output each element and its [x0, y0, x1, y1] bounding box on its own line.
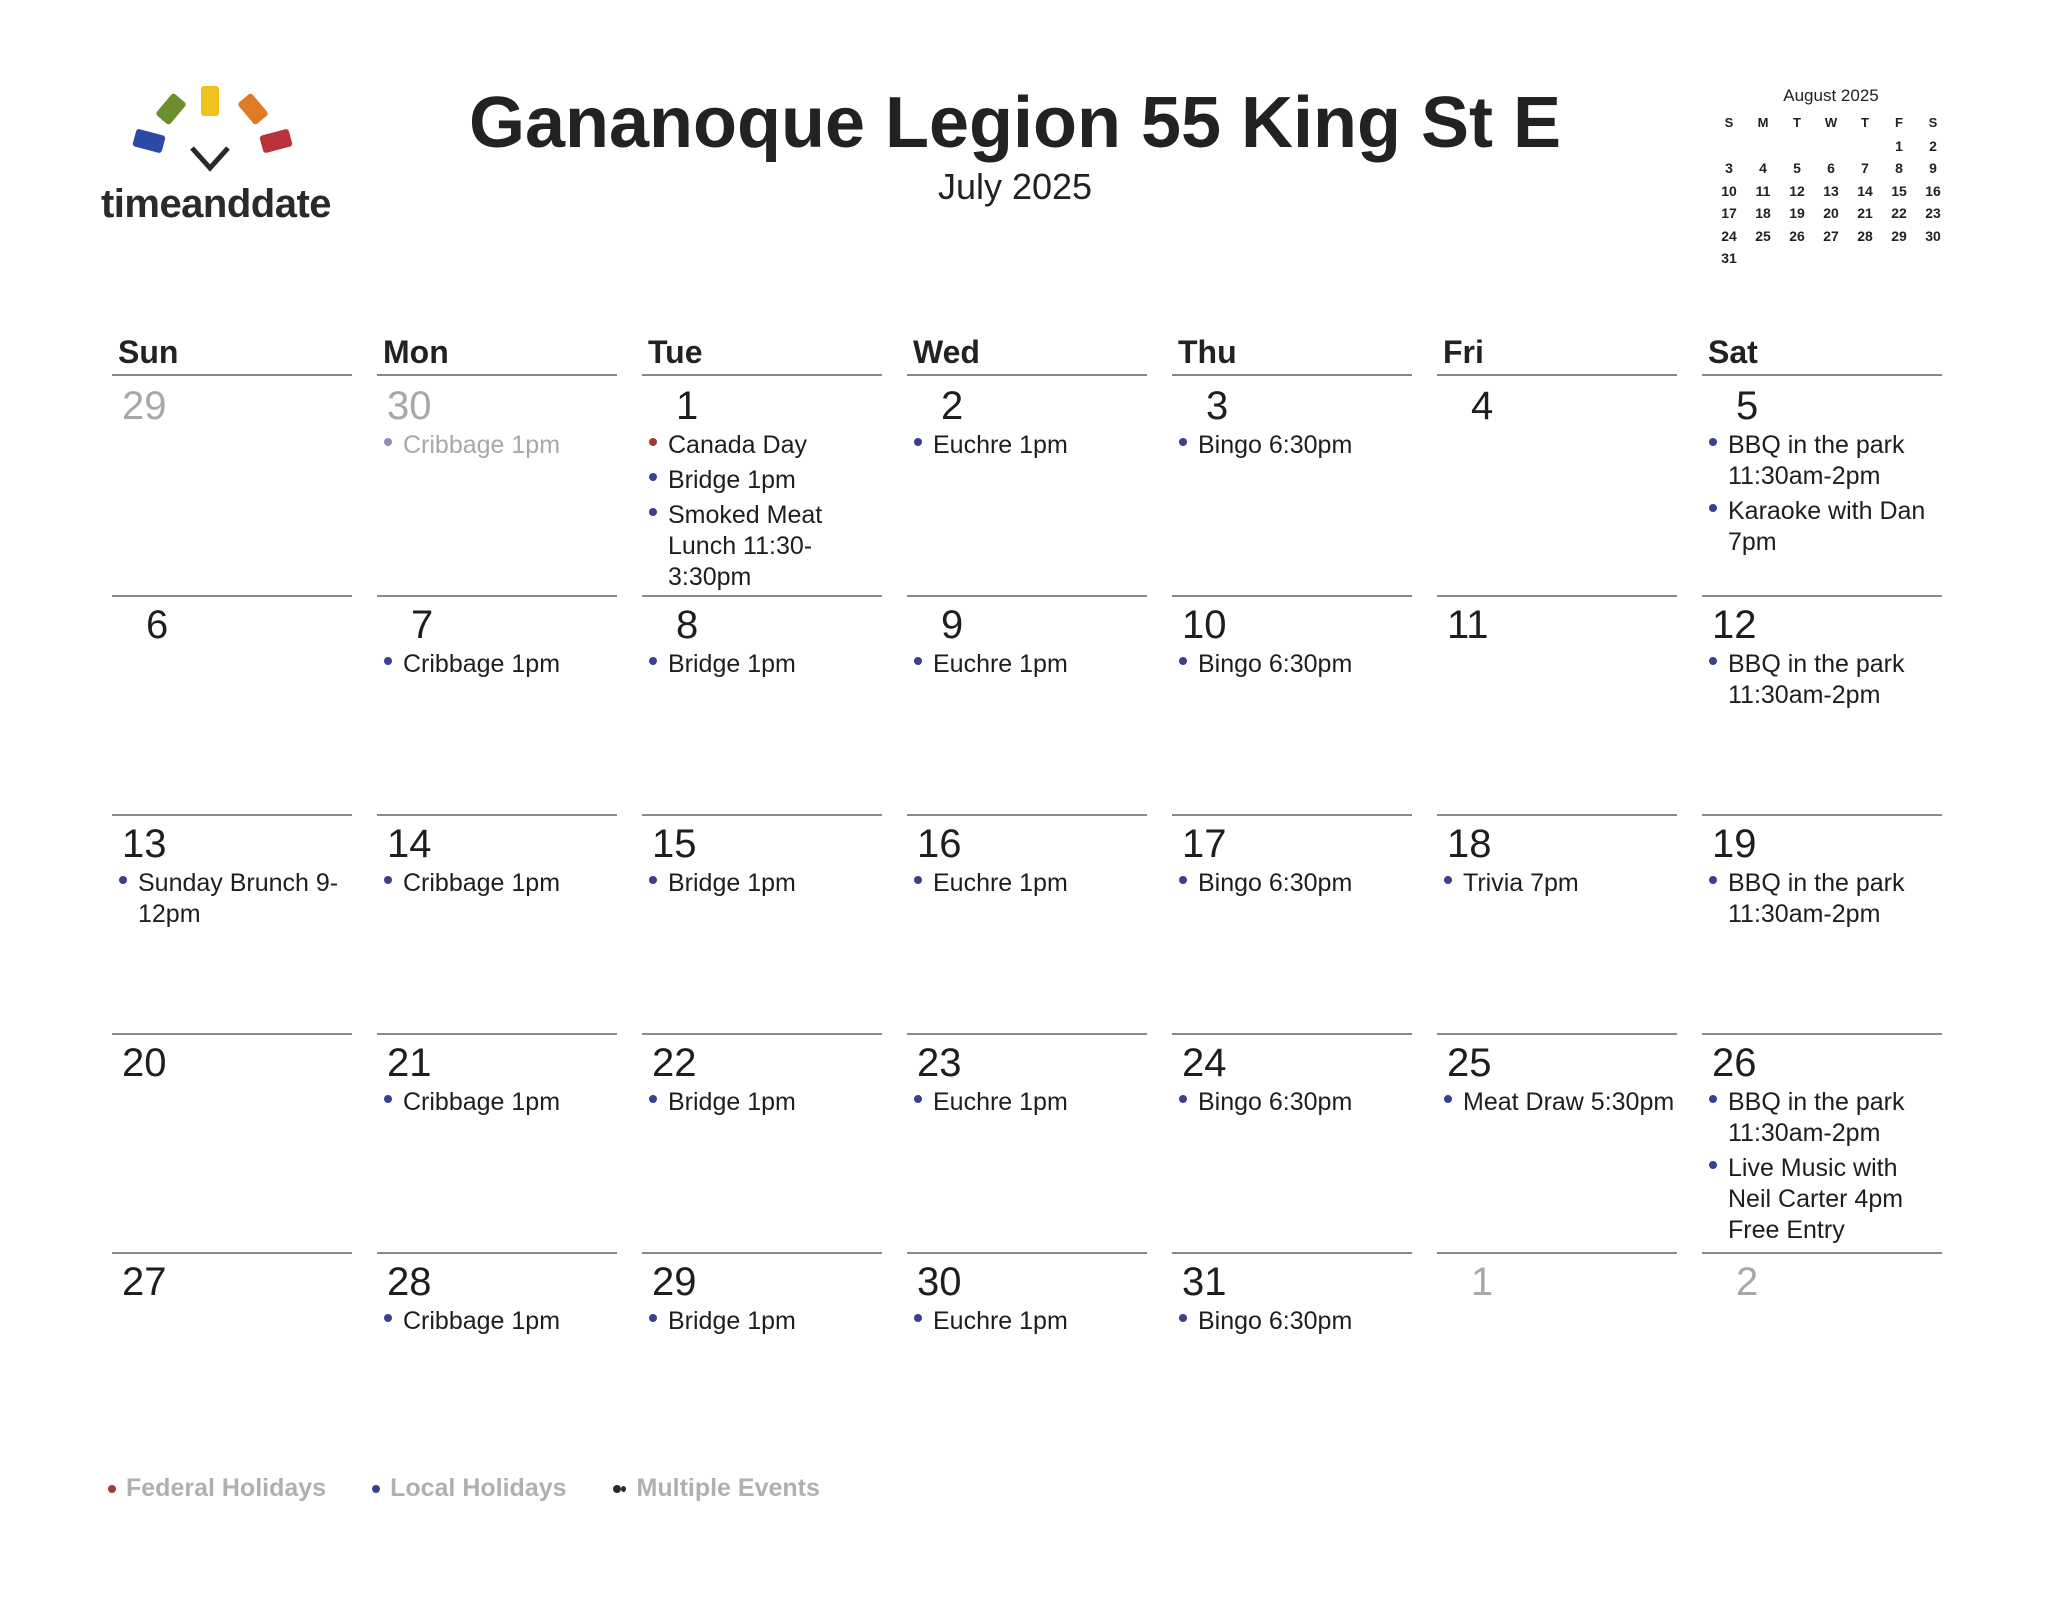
day-number: 23	[917, 1041, 962, 1085]
local-dot-icon	[914, 1095, 922, 1103]
mini-day: 17	[1721, 205, 1737, 221]
legend-multiple-label: Multiple Events	[636, 1474, 820, 1502]
event-list	[1708, 868, 1942, 934]
weekday-header-fri	[1437, 326, 1677, 376]
week-row	[112, 376, 1952, 595]
local-dot-icon	[1709, 657, 1717, 665]
weeks	[112, 376, 1952, 1471]
mini-day: 4	[1759, 160, 1767, 176]
day-cell[interactable]	[1702, 376, 1942, 595]
local-dot-icon	[1179, 657, 1187, 665]
day-cell[interactable]	[907, 814, 1147, 1033]
event-text: Meat Draw 5:30pm	[1463, 1088, 1675, 1116]
day-cell[interactable]	[112, 1033, 352, 1252]
mini-day: 19	[1789, 205, 1805, 221]
local-dot-icon	[649, 657, 657, 665]
mini-day: 27	[1823, 227, 1839, 244]
week-row	[112, 1252, 1952, 1471]
local-dot-icon	[1444, 876, 1452, 884]
local-dot-icon	[1709, 876, 1717, 884]
event-text: Bridge 1pm	[668, 869, 796, 897]
mini-day	[1848, 135, 1882, 158]
legend-multiple	[613, 1474, 820, 1503]
multiple-dot-secondary-icon	[621, 1486, 626, 1492]
mini-day: 7	[1861, 160, 1869, 176]
mini-day: 21	[1857, 205, 1873, 221]
mini-weekday-header: W	[1824, 115, 1838, 130]
event-text: Cribbage 1pm	[403, 650, 561, 678]
legend	[108, 1474, 866, 1503]
day-number: 30	[917, 1260, 962, 1304]
event-text: Bingo 6:30pm	[1198, 431, 1353, 459]
event-text: Bridge 1pm	[668, 1088, 796, 1116]
mini-weekday-header: S	[1928, 115, 1938, 130]
legend-federal	[108, 1474, 326, 1503]
event-text: Bridge 1pm	[668, 650, 796, 678]
timeanddate-logo-icon	[124, 82, 304, 182]
event-list	[383, 430, 617, 465]
mini-day: 1	[1895, 137, 1903, 154]
event-item[interactable]	[648, 1306, 882, 1337]
weekday-label: Tue	[648, 334, 703, 370]
day-number: 26	[1712, 1041, 1757, 1085]
event-text: Euchre 1pm	[933, 869, 1068, 897]
legend-local-label: Local Holidays	[390, 1474, 567, 1502]
day-number: 24	[1182, 1041, 1227, 1085]
day-cell[interactable]	[1702, 814, 1942, 1033]
day-number: 4	[1471, 384, 1494, 428]
mini-day: 26	[1789, 227, 1805, 244]
day-number: 1	[1471, 1260, 1494, 1304]
day-cell[interactable]	[907, 595, 1147, 814]
mini-day: 31	[1721, 250, 1737, 266]
event-item[interactable]	[383, 649, 617, 680]
legend-federal-label: Federal Holidays	[126, 1474, 327, 1502]
mini-day: 18	[1755, 205, 1771, 221]
event-item[interactable]	[1178, 1087, 1412, 1118]
event-text: Live Music with Neil Carter 4pm Free Entry	[1728, 1154, 1904, 1244]
weekday-header-row	[112, 326, 1952, 376]
event-item[interactable]	[913, 430, 1147, 461]
weekday-header-tue	[642, 326, 882, 376]
day-number: 2	[1736, 1260, 1759, 1304]
day-cell[interactable]	[377, 376, 617, 595]
event-text: Cribbage 1pm	[403, 1307, 561, 1335]
local-dot-icon	[649, 508, 657, 516]
event-item[interactable]	[1443, 868, 1677, 899]
day-number: 3	[1206, 384, 1229, 428]
day-cell[interactable]	[1702, 595, 1942, 814]
day-number: 17	[1182, 822, 1227, 866]
day-number: 29	[652, 1260, 697, 1304]
mini-day	[1746, 135, 1780, 158]
event-text: BBQ in the park 11:30am-2pm	[1728, 431, 1905, 490]
event-text: BBQ in the park 11:30am-2pm	[1728, 650, 1905, 709]
day-cell[interactable]	[377, 1033, 617, 1252]
local-dot-icon	[1179, 1314, 1187, 1322]
event-list	[118, 868, 352, 934]
mini-day	[1814, 135, 1848, 158]
day-cell[interactable]	[1437, 376, 1677, 595]
event-list	[648, 430, 882, 597]
event-list	[648, 1306, 882, 1341]
event-item[interactable]	[648, 1087, 882, 1118]
local-dot-icon	[649, 876, 657, 884]
day-number: 9	[941, 603, 964, 647]
local-dot-icon	[649, 473, 657, 481]
day-number: 12	[1712, 603, 1757, 647]
mini-day: 2	[1929, 137, 1937, 154]
local-dot-icon	[914, 438, 922, 446]
event-list	[1443, 1087, 1677, 1122]
mini-day	[1882, 247, 1916, 270]
event-text: Bingo 6:30pm	[1198, 1088, 1353, 1116]
mini-day	[1848, 247, 1882, 270]
mini-day: 11	[1755, 182, 1771, 199]
day-cell[interactable]	[1437, 1252, 1677, 1471]
day-cell[interactable]	[1437, 814, 1677, 1033]
weekday-label: Wed	[913, 334, 980, 370]
mini-day: 28	[1857, 227, 1873, 244]
day-cell[interactable]	[377, 1252, 617, 1471]
event-text: Cribbage 1pm	[403, 869, 561, 897]
weekday-header-wed	[907, 326, 1147, 376]
day-number: 7	[411, 603, 434, 647]
event-list	[383, 1306, 617, 1341]
event-list	[913, 649, 1147, 684]
day-number: 18	[1447, 822, 1492, 866]
day-cell[interactable]	[112, 376, 352, 595]
mini-day: 15	[1891, 182, 1907, 199]
day-number: 1	[676, 384, 699, 428]
event-text: Canada Day	[668, 431, 807, 459]
event-item[interactable]	[648, 430, 882, 461]
local-dot-icon	[1179, 876, 1187, 884]
mini-day	[1814, 247, 1848, 270]
local-dot-icon	[1444, 1095, 1452, 1103]
local-dot-icon	[649, 1314, 657, 1322]
local-dot-icon	[384, 1314, 392, 1322]
event-item[interactable]	[1178, 649, 1412, 680]
day-number: 16	[917, 822, 962, 866]
day-cell[interactable]	[1172, 1033, 1412, 1252]
event-item[interactable]	[1178, 430, 1412, 461]
event-item[interactable]	[913, 1306, 1147, 1337]
local-dot-icon	[384, 1095, 392, 1103]
weekday-label: Sun	[118, 334, 179, 370]
mini-calendar-grid	[1712, 112, 1950, 270]
day-cell[interactable]	[1172, 595, 1412, 814]
day-number: 13	[122, 822, 167, 866]
local-dot-icon	[384, 438, 392, 446]
event-text: Euchre 1pm	[933, 1307, 1068, 1335]
event-item[interactable]	[383, 868, 617, 899]
event-text: Cribbage 1pm	[403, 431, 561, 459]
month-grid	[112, 326, 1952, 1471]
event-list	[383, 1087, 617, 1122]
event-item[interactable]	[1178, 868, 1412, 899]
local-dot-icon	[384, 876, 392, 884]
mini-day	[1780, 247, 1814, 270]
event-item[interactable]	[648, 500, 882, 593]
event-list	[1178, 430, 1412, 465]
mini-day: 16	[1925, 182, 1941, 199]
day-cell[interactable]	[1702, 1033, 1942, 1252]
federal-dot-icon	[649, 438, 657, 446]
local-dot-icon	[372, 1485, 380, 1493]
mini-day: 20	[1823, 205, 1839, 221]
mini-weekday-header: M	[1757, 115, 1769, 130]
event-text: Sunday Brunch 9-12pm	[138, 869, 339, 928]
event-list	[1708, 430, 1942, 562]
mini-day	[1916, 247, 1950, 270]
logo	[96, 82, 336, 232]
day-cell[interactable]	[907, 1033, 1147, 1252]
event-list	[1178, 868, 1412, 903]
local-dot-icon	[1709, 438, 1717, 446]
mini-weekday-header: S	[1724, 115, 1734, 130]
weekday-label: Sat	[1708, 334, 1758, 370]
weekday-header-sat	[1702, 326, 1942, 376]
weekday-label: Mon	[383, 334, 449, 370]
mini-day	[1746, 247, 1780, 270]
page-title: Gananoque Legion 55 King St E	[468, 83, 1562, 163]
mini-day: 22	[1891, 205, 1907, 221]
event-list	[1178, 649, 1412, 684]
event-item[interactable]	[383, 1087, 617, 1118]
event-text: Karaoke with Dan 7pm	[1728, 497, 1926, 556]
mini-day: 9	[1929, 160, 1937, 176]
local-dot-icon	[914, 657, 922, 665]
day-number: 22	[652, 1041, 697, 1085]
mini-day: 30	[1925, 227, 1941, 244]
mini-calendar	[1712, 86, 1950, 270]
day-number: 11	[1447, 603, 1489, 647]
mini-day: 14	[1857, 182, 1873, 199]
event-text: Euchre 1pm	[933, 1088, 1068, 1116]
local-dot-icon	[914, 876, 922, 884]
day-number: 25	[1447, 1041, 1492, 1085]
day-cell[interactable]	[1437, 1033, 1677, 1252]
day-cell[interactable]	[1437, 595, 1677, 814]
mini-weekday-header: T	[1793, 115, 1801, 130]
mini-day: 23	[1925, 205, 1941, 221]
local-dot-icon	[1709, 1095, 1717, 1103]
day-number: 14	[387, 822, 432, 866]
event-list	[913, 1087, 1147, 1122]
event-text: Bridge 1pm	[668, 466, 796, 494]
event-text: Bingo 6:30pm	[1198, 1307, 1353, 1335]
day-cell[interactable]	[642, 1033, 882, 1252]
event-list	[648, 1087, 882, 1122]
day-number: 8	[676, 603, 699, 647]
event-list	[383, 868, 617, 903]
event-list	[383, 649, 617, 684]
day-cell[interactable]	[907, 376, 1147, 595]
day-cell[interactable]	[907, 1252, 1147, 1471]
day-cell[interactable]	[112, 1252, 352, 1471]
mini-day	[1780, 135, 1814, 158]
mini-day: 12	[1789, 182, 1805, 199]
day-cell[interactable]	[1172, 376, 1412, 595]
weekday-header-thu	[1172, 326, 1412, 376]
event-item[interactable]	[913, 868, 1147, 899]
day-number: 28	[387, 1260, 432, 1304]
day-number: 10	[1182, 603, 1227, 647]
event-item[interactable]	[648, 868, 882, 899]
day-cell[interactable]	[642, 376, 882, 595]
day-cell[interactable]	[1702, 1252, 1942, 1471]
weekday-label: Thu	[1178, 334, 1237, 370]
local-dot-icon	[384, 657, 392, 665]
day-cell[interactable]	[377, 595, 617, 814]
event-item[interactable]	[118, 868, 352, 930]
local-dot-icon	[119, 876, 127, 884]
local-dot-icon	[649, 1095, 657, 1103]
event-item[interactable]	[1443, 1087, 1677, 1118]
mini-day	[1712, 135, 1746, 158]
mini-day: 10	[1721, 182, 1737, 199]
legend-local	[372, 1474, 566, 1503]
event-item[interactable]	[648, 649, 882, 680]
event-item[interactable]	[1708, 496, 1942, 558]
event-list	[913, 1306, 1147, 1341]
weekday-header-sun	[112, 326, 352, 376]
day-number: 20	[122, 1041, 167, 1085]
event-item[interactable]	[913, 649, 1147, 680]
mini-weekday-header: T	[1861, 115, 1869, 130]
mini-day: 6	[1827, 160, 1835, 176]
local-dot-icon	[1179, 438, 1187, 446]
event-list	[1708, 1087, 1942, 1250]
day-number: 27	[122, 1260, 167, 1304]
event-text: Bridge 1pm	[668, 1307, 796, 1335]
multiple-dot-icon	[613, 1485, 621, 1493]
day-cell[interactable]	[642, 595, 882, 814]
day-number: 29	[122, 384, 167, 428]
mini-day: 25	[1755, 227, 1771, 244]
day-cell[interactable]	[642, 814, 882, 1033]
day-number: 31	[1182, 1260, 1227, 1304]
mini-day: 8	[1895, 160, 1903, 176]
page-subtitle: July 2025	[937, 166, 1093, 207]
local-dot-icon	[1709, 1161, 1717, 1169]
event-item[interactable]	[383, 430, 617, 461]
day-number: 5	[1736, 384, 1759, 428]
event-text: Trivia 7pm	[1463, 869, 1579, 897]
day-number: 15	[652, 822, 697, 866]
mini-calendar-title: August 2025	[1783, 86, 1879, 105]
event-text: Smoked Meat Lunch 11:30-3:30pm	[668, 501, 823, 591]
day-cell[interactable]	[1172, 814, 1412, 1033]
event-item[interactable]	[1708, 1153, 1942, 1246]
event-item[interactable]	[383, 1306, 617, 1337]
local-dot-icon	[1709, 504, 1717, 512]
event-text: Euchre 1pm	[933, 650, 1068, 678]
event-text: Euchre 1pm	[933, 431, 1068, 459]
mini-day: 3	[1725, 160, 1733, 176]
day-number: 6	[146, 603, 169, 647]
local-dot-icon	[1179, 1095, 1187, 1103]
day-cell[interactable]	[1172, 1252, 1412, 1471]
event-text: Bingo 6:30pm	[1198, 869, 1353, 897]
mini-day: 5	[1793, 160, 1801, 176]
event-text: Bingo 6:30pm	[1198, 650, 1353, 678]
event-list	[648, 649, 882, 684]
event-item[interactable]	[1178, 1306, 1412, 1337]
mini-day: 24	[1721, 227, 1737, 244]
mini-day: 29	[1891, 227, 1907, 244]
week-row	[112, 814, 1952, 1033]
event-text: BBQ in the park 11:30am-2pm	[1728, 1088, 1905, 1147]
event-text: Cribbage 1pm	[403, 1088, 561, 1116]
day-number: 21	[387, 1041, 432, 1085]
day-number: 19	[1712, 822, 1757, 866]
weekday-label: Fri	[1443, 334, 1484, 370]
local-dot-icon	[914, 1314, 922, 1322]
mini-day: 13	[1823, 182, 1839, 199]
federal-dot-icon	[108, 1485, 116, 1493]
week-row	[112, 595, 1952, 814]
event-item[interactable]	[1708, 1087, 1942, 1149]
event-list	[1443, 868, 1677, 903]
event-item[interactable]	[913, 1087, 1147, 1118]
weekday-header-mon	[377, 326, 617, 376]
event-item[interactable]	[1708, 649, 1942, 711]
day-cell[interactable]	[112, 595, 352, 814]
week-row	[112, 1033, 1952, 1252]
day-cell[interactable]	[377, 814, 617, 1033]
event-list	[1708, 649, 1942, 715]
day-number: 2	[941, 384, 964, 428]
event-list	[913, 868, 1147, 903]
event-item[interactable]	[1708, 430, 1942, 492]
event-list	[648, 868, 882, 903]
mini-weekday-header: F	[1895, 115, 1903, 130]
day-cell[interactable]	[642, 1252, 882, 1471]
day-number: 30	[387, 384, 432, 428]
event-list	[1178, 1306, 1412, 1341]
event-item[interactable]	[1708, 868, 1942, 930]
event-list	[913, 430, 1147, 465]
event-item[interactable]	[648, 465, 882, 496]
logo-text: timeanddate	[100, 182, 332, 226]
event-list	[1178, 1087, 1412, 1122]
event-text: BBQ in the park 11:30am-2pm	[1728, 869, 1905, 928]
day-cell[interactable]	[112, 814, 352, 1033]
